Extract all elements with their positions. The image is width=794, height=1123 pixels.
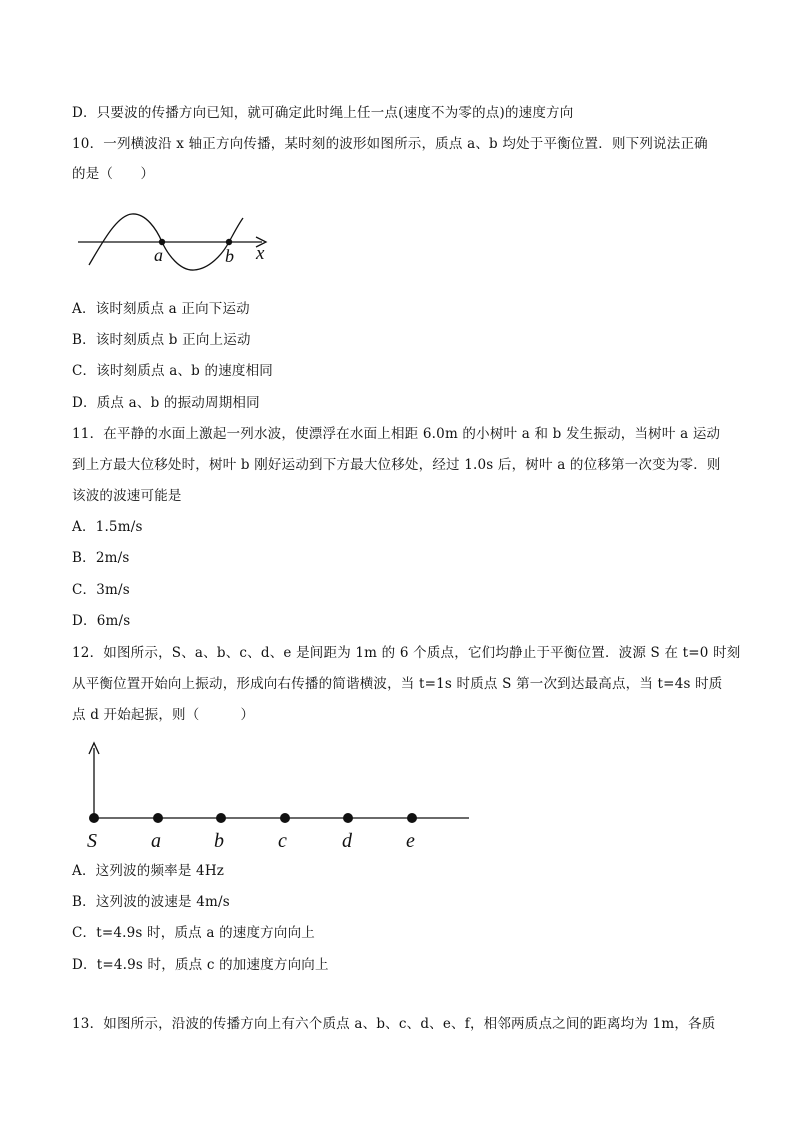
q10-label-b: b (225, 246, 234, 266)
q10-option-c: C．该时刻质点 a、b 的速度相同 (72, 363, 274, 379)
q10-point-b (226, 239, 232, 245)
q9-option-d: D．只要波的传播方向已知，就可确定此时绳上任一点(速度不为零的点)的速度方向 (72, 105, 574, 121)
q10-option-d: D．质点 a、b 的振动周期相同 (72, 395, 260, 411)
q10-label-a: a (154, 245, 163, 265)
q12-label-b: b (214, 830, 224, 852)
q12-point-a (153, 813, 163, 823)
q13-stem-line1: 13．如图所示，沿波的传播方向上有六个质点 a、b、c、d、e、f，相邻两质点之间的距离均为 1m，各质 (72, 1016, 716, 1032)
q12-point-b (216, 813, 226, 823)
q10-option-b: B．该时刻质点 b 正向上运动 (72, 332, 251, 348)
q12-stem-line2: 从平衡位置开始向上振动，形成向右传播的简谐横波，当 t=1s 时质点 S 第一次到达最高点，当 t=4s 时质 (72, 676, 723, 692)
q10-option-a: A．该时刻质点 a 正向下运动 (72, 301, 250, 317)
q12-option-b: B．这列波的波速是 4m/s (72, 894, 230, 910)
q11-stem-line1: 11．在平静的水面上激起一列水波，使漂浮在水面上相距 6.0m 的小树叶 a 和 b 发生振动，当树叶 a 运动 (72, 426, 721, 442)
q12-label-s: S (87, 830, 97, 852)
q12-particle-figure (72, 738, 482, 858)
q12-point-c (280, 813, 290, 823)
q10-stem-line1: 10．一列横波沿 x 轴正方向传播，某时刻的波形如图所示，质点 a、b 均处于平衡位置．则下列说法正确 (72, 136, 708, 152)
q11-option-c: C．3m/s (72, 582, 130, 598)
q11-option-a: A．1.5m/s (72, 519, 143, 535)
q11-option-d: D．6m/s (72, 613, 131, 629)
q10-label-x: x (256, 243, 265, 264)
q12-point-s (89, 813, 99, 823)
q10-stem-line2: 的是（ ） (72, 166, 155, 182)
q11-option-b: B．2m/s (72, 550, 130, 566)
q12-label-d: d (342, 830, 352, 852)
q12-stem-line1: 12．如图所示，S、a、b、c、d、e 是间距为 1m 的 6 个质点，它们均静止于平衡位置．波源 S 在 t=0 时刻 (72, 645, 741, 661)
q12-label-c: c (278, 830, 287, 852)
q12-point-e (407, 813, 417, 823)
q12-label-a: a (151, 830, 161, 852)
q12-label-e: e (406, 830, 415, 852)
q12-option-a: A．这列波的频率是 4Hz (72, 863, 225, 879)
q12-option-d: D．t=4.9s 时，质点 c 的加速度方向向上 (72, 957, 329, 973)
q12-stem-line3: 点 d 开始起振，则（ ） (72, 707, 255, 723)
q12-option-c: C．t=4.9s 时，质点 a 的速度方向向上 (72, 925, 315, 941)
q11-stem-line3: 该波的波速可能是 (72, 488, 182, 504)
q10-wave-figure (72, 205, 282, 275)
q11-stem-line2: 到上方最大位移处时，树叶 b 刚好运动到下方最大位移处，经过 1.0s 后，树叶 a 的位移第一次变为零．则 (72, 457, 721, 473)
q12-point-d (343, 813, 353, 823)
